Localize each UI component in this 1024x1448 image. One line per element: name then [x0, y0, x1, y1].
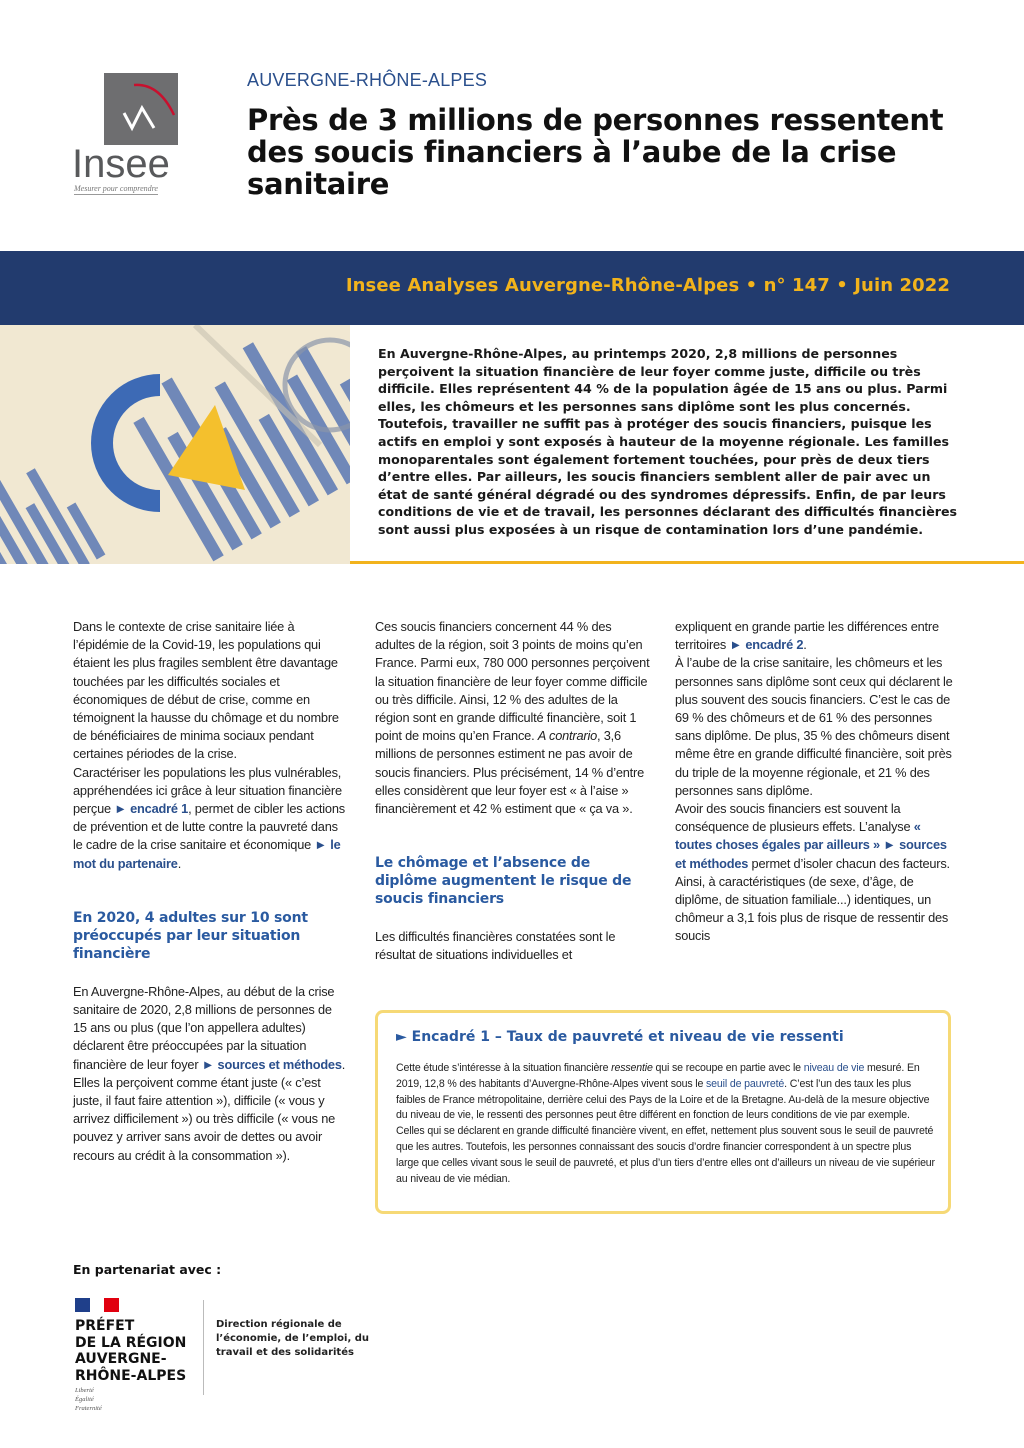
- encadre-1-title: ► Encadré 1 – Taux de pauvreté et niveau de vie ressenti: [396, 1029, 844, 1045]
- col3-paragraph-1: [675, 618, 955, 654]
- page-title: Près de 3 millions de personnes ressentent des soucis financiers à l’aube de la crise sanitaire: [247, 103, 944, 201]
- column-3: [675, 618, 955, 946]
- publication-band: [0, 251, 1024, 325]
- link-toutes-choses-egales[interactable]: « toutes choses égales par ailleurs » ► sources et méthodes: [675, 819, 947, 871]
- marianne-flag-icon: [75, 1298, 119, 1312]
- col2-p1-text-a: Ces soucis financiers concernent 44 % des adultes de la région, soit 3 points de moins qu’en France. Parmi eux, 780 000 personnes perçoivent la situation financière de leur foyer comme difficile ou très difficile. Ainsi, 12 % des adultes de la région sont en grande difficulté financière, soit 1 point de moins qu’en France.: [375, 619, 650, 744]
- insee-logo-square: [104, 73, 178, 145]
- section-heading-2: Le chômage et l’absence de diplôme augmentent le risque de soucis financiers: [375, 855, 632, 908]
- encadre-text-b: qui se recoupe en partie avec le: [652, 1062, 804, 1074]
- dreets-label: Direction régionale de l’économie, de l’emploi, du travail et des solidarités: [216, 1319, 369, 1358]
- link-mot-du-partenaire[interactable]: ► le mot du partenaire: [73, 837, 341, 871]
- col3-p3-text-a: Avoir des soucis financiers est souvent la conséquence de plusieurs effets. L’analyse: [675, 801, 914, 835]
- col1-paragraph-1: Dans le contexte de crise sanitaire liée à l’épidémie de la Covid-19, les populations qui étaient les plus fragiles semblent être davantage touchées par les difficultés sociales et économiques de début de crise, comme en témoignent la hausse du chômage et du nombre de bénéficiaires de minima sociaux pendant certaines périodes de la crise.: [73, 619, 339, 762]
- col1-paragraph-2: [73, 764, 348, 873]
- abstract-box: [350, 325, 1024, 564]
- footer-divider: [203, 1300, 204, 1395]
- encadre-text-c: mesuré. En 2019, 12,8 % des habitants d’Auvergne-Rhône-Alpes vivent sous le: [396, 1062, 920, 1090]
- prefet-line: AUVERGNE-: [75, 1351, 167, 1367]
- motto-line: Égalité: [75, 1396, 94, 1403]
- col1-p3-text-a: En Auvergne-Rhône-Alpes, au début de la crise sanitaire de 2020, 2,8 millions de personnes de 15 ans ou plus (que l’on appellera adultes) déclarent être préoccupées par la situation financière de leur foyer: [73, 983, 335, 1072]
- column-2: [375, 618, 653, 965]
- col3-p3-text-b: permet d’isoler chacun des facteurs. Ainsi, à caractéristiques (de sexe, d’âge, de diplôme, de situation familiale...) identiques, un chômeur a 3,1 fois plus de risque de ressentir des soucis: [675, 855, 950, 944]
- link-encadre-1[interactable]: ► encadré 1: [114, 801, 189, 817]
- prefet-line: PRÉFET: [75, 1318, 135, 1334]
- col2-paragraph-1: [375, 618, 653, 818]
- motto-line: Fraternité: [75, 1405, 102, 1412]
- col2-p1-text-b: , 3,6 millions de personnes estiment ne pas avoir de soucis financiers. Plus précisément, 14 % d’entre elles considèrent que leur foyer est « à l’aise » financièrement et 42 % estiment que « ça va ».: [375, 728, 645, 817]
- insee-logo-text: Insee: [72, 142, 170, 186]
- republic-motto: [75, 1386, 102, 1413]
- col1-p2-text-b: , permet de cibler les actions de prévention et de lutte contre la pauvreté dans le cadre de la crise sanitaire et économique: [73, 801, 345, 853]
- col3-paragraph-2: À l’aube de la crise sanitaire, les chômeurs et les personnes sans diplôme sont ceux qui déclarent le plus souvent des soucis financiers. C’est le cas de 69 % des chômeurs et de 61 % des personnes sans diplôme. De plus, 35 % des chômeurs disent même être en grande difficulté financière, soit près du triple de la moyenne régionale, et 21 % des personnes sans diplôme.: [675, 655, 953, 798]
- link-sources-methodes[interactable]: ► sources et méthodes: [201, 1056, 342, 1072]
- column-1: [73, 618, 348, 1165]
- link-encadre-2[interactable]: ► encadré 2: [729, 637, 804, 653]
- prefet-logo-text: [75, 1318, 205, 1384]
- encadre-text-a: Cette étude s’intéresse à la situation financière: [396, 1062, 612, 1074]
- col1-p2-text-c: .: [177, 855, 182, 871]
- col3-p1-text-a: expliquent en grande partie les différences entre territoires: [675, 619, 939, 653]
- encadre-1-body: [396, 1061, 936, 1187]
- abstract-text: En Auvergne-Rhône-Alpes, au printemps 2020, 2,8 millions de personnes perçoivent la situation financière de leur foyer comme juste, difficile ou très difficile. Elles représentent 44 % de la population âgée de 15 ans ou plus. Parmi elles, les chômeurs et les personnes sans diplôme sont les plus concernés. Toutefois, travailler ne suffit pas à protéger des soucis financiers, puisque les actifs en emploi y sont exposés à hauteur de la moyenne régionale. Les familles monoparentales sont également fortement touchées, pour près de deux tiers d’entre elles. Par ailleurs, les soucis financiers semblent aller de pair avec un état de santé général dégradé ou des syndromes dépressifs. Enfin, de par leurs conditions de vie et de travail, les personnes déclarant des difficultés financières sont aussi plus exposées à un risque de contamination lors d’une pandémie.: [378, 346, 958, 537]
- insee-logo: [68, 70, 188, 200]
- col2-p1-italic: A contrario: [537, 728, 598, 744]
- insee-logo-tagline: Mesurer pour comprendre: [74, 184, 158, 193]
- hero-image: [0, 325, 350, 564]
- col1-paragraph-3: [73, 983, 348, 1165]
- prefet-line: RHÔNE-ALPES: [75, 1367, 187, 1384]
- prefet-line: DE LA RÉGION: [75, 1334, 187, 1351]
- region-label: AUVERGNE-RHÔNE-ALPES: [247, 70, 488, 90]
- section-heading-1: En 2020, 4 adultes sur 10 sont préoccupés par leur situation financière: [73, 909, 308, 962]
- motto-line: Liberté: [75, 1387, 94, 1394]
- col1-p2-text-a: Caractériser les populations les plus vulnérables, appréhendées ici grâce à leur situation financière perçue: [73, 764, 342, 817]
- col3-p1-text-b: .: [803, 637, 807, 653]
- encadre-italic: ressentie: [611, 1062, 653, 1074]
- encadre-1-box: [375, 1010, 951, 1214]
- col3-paragraph-3: [675, 800, 955, 946]
- partner-label: En partenariat avec :: [73, 1262, 222, 1277]
- col2-paragraph-2: Les difficultés financières constatées sont le résultat de situations individuelles et: [375, 929, 616, 963]
- publication-reference: Insee Analyses Auvergne-Rhône-Alpes • n° 147 • Juin 2022: [345, 275, 950, 296]
- link-niveau-de-vie[interactable]: niveau de vie: [803, 1062, 865, 1074]
- col1-p3-text-b: . Elles la perçoivent comme étant juste (« c’est juste, il faut faire attention »), difficile (« vous y arrivez difficilement ») ou très difficile (« vous ne pouvez y arriver sans avoir de dettes ou avoir recours au crédit à la consommation »).: [73, 1056, 346, 1163]
- encadre-text-d: . C’est l’un des taux les plus faibles de France métropolitaine, derrière celui des Pays de la Loire et de la Bretagne. Au-delà de la mesure objective du niveau de vie, le ressenti des personnes peut être différent en fonction de leurs conditions de vie par exemple. Celles qui se déclarent en grande difficulté financière vivent, en effet, nettement plus souvent sous le seuil de pauvreté que les autres. Toutefois, les personnes connaissant des soucis d’ordre financier correspondent à un spectre plus large que celles vivant sous le seuil de pauvreté, et plus d’un tiers d’entre elles ont d’ailleurs un niveau de vie supérieur au niveau de vie médian.: [396, 1077, 935, 1185]
- link-seuil-de-pauvrete[interactable]: seuil de pauvreté: [706, 1077, 785, 1090]
